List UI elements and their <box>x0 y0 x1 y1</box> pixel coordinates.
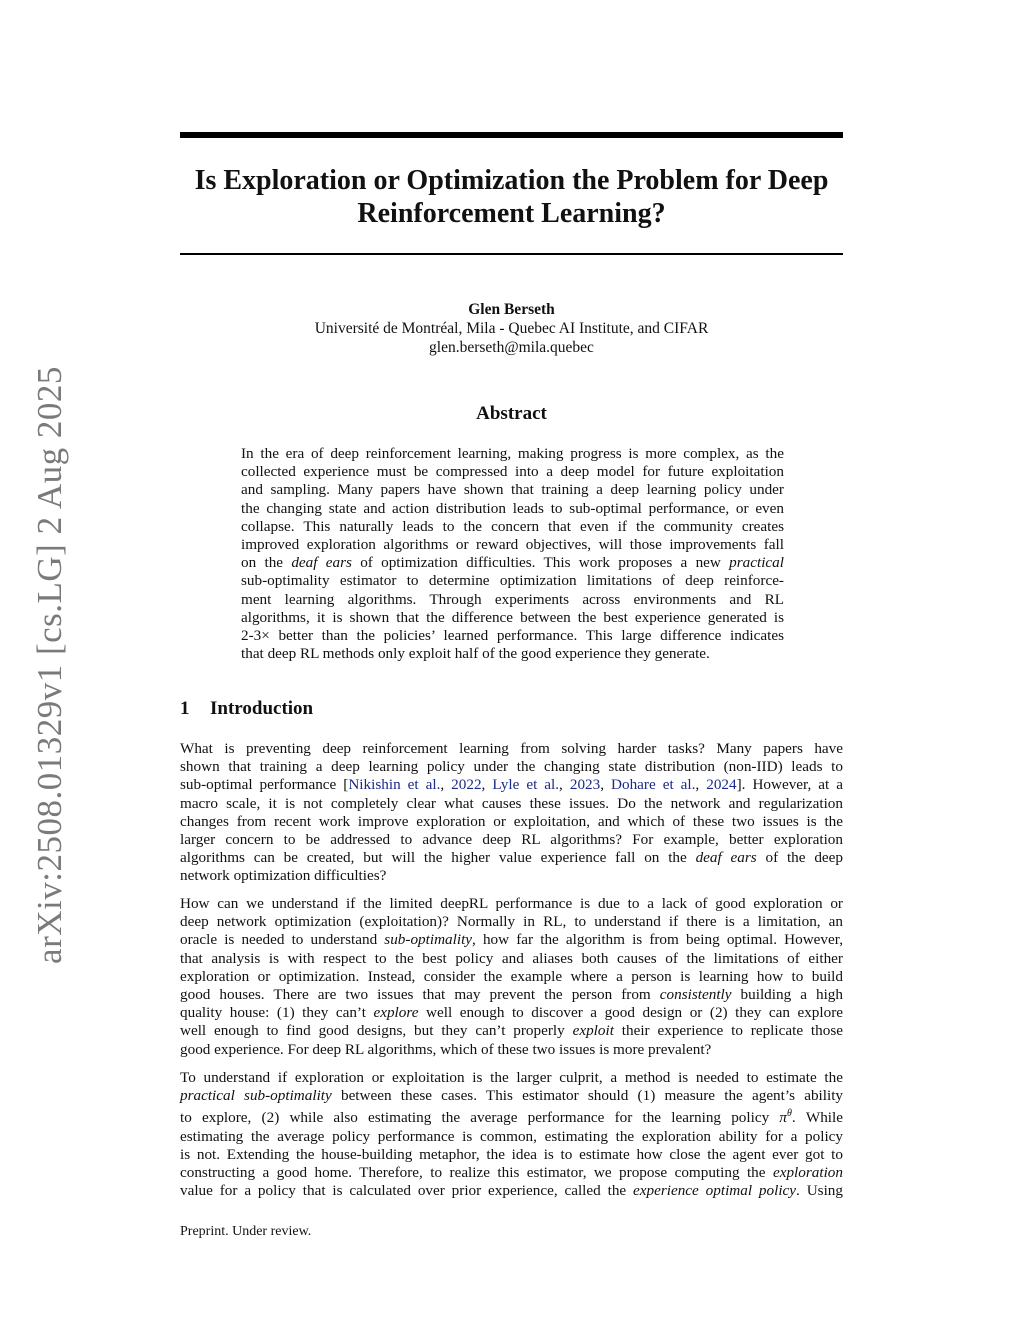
citation-year-link[interactable]: 2022 <box>451 776 482 794</box>
abstract-line: improved exploration algorithms or reward objectives, will those improvements fall <box>241 536 784 554</box>
abstract-line: algorithms, it is shown that the difference between the best experience generated is <box>241 608 784 626</box>
paragraph-line: What is preventing deep reinforcement learning from solving harder tasks? Many papers have <box>180 740 843 757</box>
text-run: sub-optimal performance [ <box>180 776 349 794</box>
emphasis-deaf-ears: deaf ears <box>695 849 757 867</box>
citation-link[interactable]: Lyle et al. <box>492 776 560 794</box>
paragraph-line <box>180 849 843 867</box>
abstract-line <box>241 554 784 572</box>
emphasis-deaf-ears: deaf ears <box>291 554 352 572</box>
text-run: good houses. There are two issues that may prevent the person from <box>180 986 660 1004</box>
math-theta-superscript: θ <box>786 1108 792 1120</box>
arxiv-identifier-stamp: arXiv:2508.01329v1 [cs.LG] 2 Aug 2025 <box>30 366 69 964</box>
paragraph-line <box>180 1004 843 1022</box>
text-run: building a high <box>731 986 843 1004</box>
text-run: . While <box>791 1109 843 1127</box>
emphasis-exploration: exploration <box>772 1164 843 1182</box>
text-run: , <box>695 776 707 794</box>
section-heading-introduction <box>180 698 313 720</box>
paragraph-line <box>180 986 843 1004</box>
paragraph-line <box>180 1022 843 1040</box>
author-affiliation: Université de Montréal, Mila - Quebec AI Institute, and CIFAR <box>314 320 709 337</box>
text-run: constructing a good home. Therefore, to realize this estimator, we propose computing the <box>180 1164 773 1182</box>
text-run: , <box>440 776 452 794</box>
abstract-line: the changing state and action distribution leads to sub-optimal performance, or even <box>241 499 784 517</box>
text-run: to explore, (2) while also estimating the average performance for the learning policy <box>180 1109 780 1127</box>
paragraph-line: shown that training a deep learning policy under the changing state distribution (non-IID) leads to <box>180 758 843 776</box>
author-email: glen.berseth@mila.quebec <box>429 339 594 356</box>
author-block <box>180 300 843 357</box>
text-run: well enough to discover a good design or (2) they can explore <box>418 1004 843 1022</box>
text-run: , <box>600 776 612 794</box>
emphasis-exploit: exploit <box>572 1022 614 1040</box>
paragraph-line <box>180 1164 843 1182</box>
abstract-line: sub-optimality estimator to determine optimization limitations of deep reinforce- <box>241 572 784 590</box>
paragraph-line: that analysis is with respect to the best policy and aliases both causes of the limitations of either <box>180 949 843 967</box>
emphasis-consistently: consistently <box>659 986 732 1004</box>
intro-paragraph-2 <box>180 895 843 1059</box>
text-run: , <box>559 776 570 794</box>
text-run: their experience to replicate those <box>613 1022 843 1040</box>
abstract-heading: Abstract <box>476 403 547 424</box>
citation-link[interactable]: Dohare et al. <box>611 776 696 794</box>
abstract-line: that deep RL methods only exploit half of the good experience they generate. <box>241 645 710 663</box>
intro-paragraph-3 <box>180 1069 843 1200</box>
section-number: 1 <box>180 698 190 719</box>
emphasis-practical-sub-optimality: practical sub-optimality <box>180 1087 332 1105</box>
citation-year-link[interactable]: 2024 <box>706 776 737 794</box>
paper-title <box>180 164 843 230</box>
text-run: on the <box>241 554 292 572</box>
abstract-line: collected experience must be compressed into a deep model for future exploitation <box>241 463 784 481</box>
emphasis-sub-optimality: sub-optimality <box>384 931 473 949</box>
math-pi: π <box>779 1109 787 1127</box>
text-run: of the deep <box>756 849 843 867</box>
text-run: oracle is needed to understand <box>180 931 385 949</box>
text-run: , how far the algorithm is from being optimal. However, <box>472 931 843 949</box>
title-line-2: Reinforcement Learning? <box>357 198 666 229</box>
paragraph-line <box>180 931 843 949</box>
paragraph-line: changes from recent work improve exploration or exploitation, and which of these two issues is the <box>180 812 843 830</box>
text-run: quality house: (1) they can’t <box>180 1004 374 1022</box>
page-footer: Preprint. Under review. <box>180 1224 312 1239</box>
paragraph-line: How can we understand if the limited deepRL performance is due to a lack of good exploration or <box>180 895 843 912</box>
section-title: Introduction <box>210 698 314 719</box>
abstract-body <box>241 445 784 663</box>
paragraph-line <box>180 1087 843 1105</box>
emphasis-explore: explore <box>373 1004 419 1022</box>
paragraph-line: network optimization difficulties? <box>180 867 387 885</box>
title-bottom-rule <box>180 253 843 255</box>
paragraph-line: macro scale, it is not completely clear what causes these issues. Do the network and regularization <box>180 794 843 812</box>
paragraph-line: estimating the average policy performance is common, estimating the exploration ability for a policy <box>180 1127 843 1145</box>
paragraph-line: To understand if exploration or exploitation is the larger culprit, a method is needed to estimate the <box>180 1069 843 1086</box>
author-name: Glen Berseth <box>468 301 555 318</box>
intro-paragraph-1 <box>180 740 843 886</box>
paragraph-line: deep network optimization (exploitation)? Normally in RL, to understand if there is a limitation, an <box>180 913 843 931</box>
paragraph-line <box>180 1105 843 1127</box>
text-run: between these cases. This estimator should (1) measure the agent’s ability <box>331 1087 844 1105</box>
title-top-rule <box>180 132 843 138</box>
paragraph-line <box>180 776 843 794</box>
math-policy-symbol <box>779 1109 792 1126</box>
abstract-line: collapse. This naturally leads to the concern that even if the community creates <box>241 517 784 535</box>
citation-year-link[interactable]: 2023 <box>569 776 601 794</box>
text-run: algorithms can be created, but will the higher value experience fall on the <box>180 849 696 867</box>
emphasis-experience-optimal-policy: experience optimal policy <box>633 1182 797 1200</box>
paragraph-line: larger concern to be addressed to advance deep RL algorithms? For example, better exploration <box>180 831 843 849</box>
paragraph-line: is not. Extending the house-building metaphor, the idea is to estimate how close the agent ever got to <box>180 1145 843 1163</box>
text-run: ]. However, at a <box>736 776 843 794</box>
emphasis-practical: practical <box>729 554 784 572</box>
paragraph-line: exploration or optimization. Instead, consider the example where a person is learning how to build <box>180 967 843 985</box>
citation-link[interactable]: Nikishin et al. <box>348 776 441 794</box>
text-run: value for a policy that is calculated over prior experience, called the <box>180 1182 634 1200</box>
title-line-1: Is Exploration or Optimization the Problem for Deep <box>194 165 829 196</box>
abstract-line: and sampling. Many papers have shown that training a deep learning policy under <box>241 481 784 499</box>
text-run: . Using <box>796 1182 843 1200</box>
abstract-line: ment learning algorithms. Through experiments across environments and RL <box>241 590 784 608</box>
abstract-line: In the era of deep reinforcement learning, making progress is more complex, as the <box>241 445 784 462</box>
paragraph-line: good experience. For deep RL algorithms, which of these two issues is more prevalent? <box>180 1040 712 1058</box>
text-run: , <box>481 776 493 794</box>
text-run: well enough to find good designs, but they can’t properly <box>180 1022 573 1040</box>
abstract-line: 2-3× better than the policies’ learned performance. This large difference indicates <box>241 627 784 645</box>
text-run: of optimization difficulties. This work proposes a new <box>351 554 730 572</box>
paragraph-line <box>180 1182 843 1200</box>
